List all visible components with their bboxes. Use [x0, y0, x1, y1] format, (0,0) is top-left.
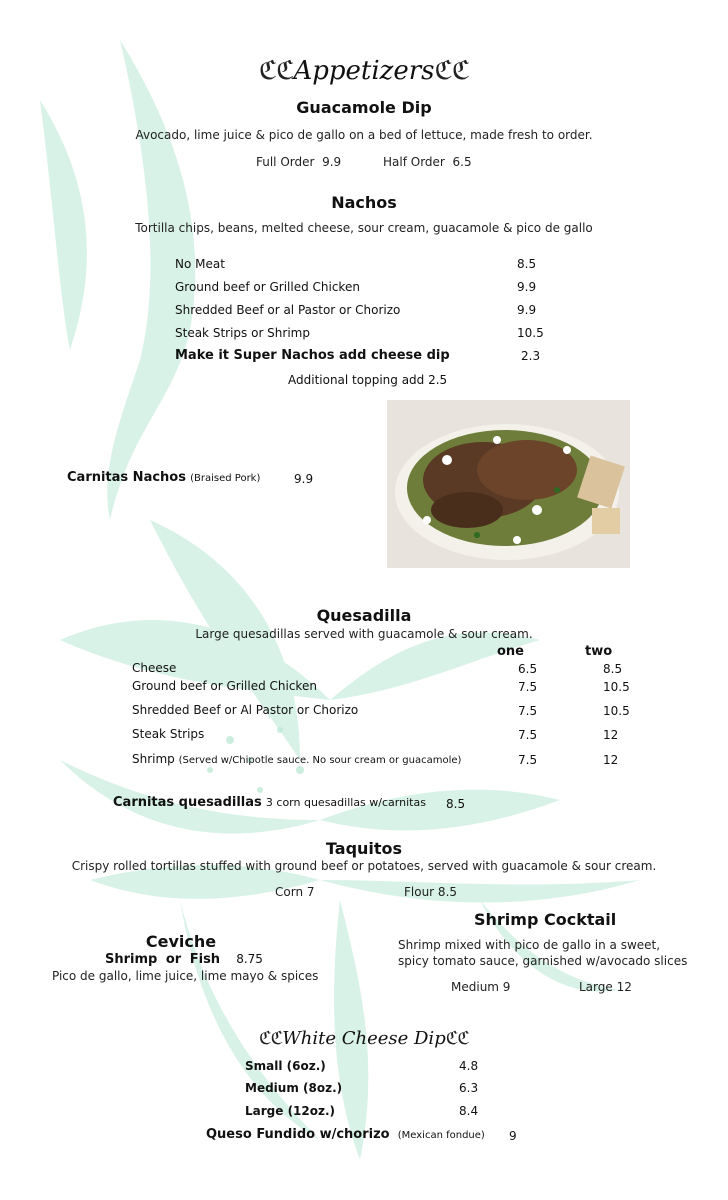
quesadilla-price-two: 12 — [603, 728, 619, 742]
carnitas-quesadillas: Carnitas quesadillas 3 corn quesadillas w/carnitas — [113, 795, 426, 810]
quesadilla-price-one: 7.5 — [518, 728, 538, 742]
nachos-title: Nachos — [331, 193, 397, 212]
quesadilla-title: Quesadilla — [316, 606, 412, 625]
nachos-item-price: 9.9 — [517, 280, 537, 294]
shrimp-cocktail-large: Large 12 — [579, 980, 632, 994]
cheese-dip-size: Medium (8oz.) — [245, 1081, 343, 1095]
quesadilla-item-name: Ground beef or Grilled Chicken — [132, 679, 317, 693]
shrimp-cocktail-desc-line1: Shrimp mixed with pico de gallo in a sweet, — [398, 938, 661, 952]
quesadilla-price-two: 10.5 — [603, 680, 630, 694]
nachos-item-name: No Meat — [175, 257, 225, 271]
quesadilla-price-one: 7.5 — [518, 704, 538, 718]
shrimp-cocktail-desc-line2: spicy tomato sauce, garnished w/avocado slices — [398, 954, 688, 968]
cheese-dip-size: Large (12oz.) — [245, 1104, 336, 1118]
nachos-additional-topping: Additional topping add 2.5 — [288, 373, 448, 387]
cheese-dip-price: 4.8 — [459, 1059, 479, 1073]
ornament-right-icon: ℭℭ — [434, 56, 470, 86]
shrimp-cocktail-title: Shrimp Cocktail — [474, 910, 617, 929]
quesadilla-item-name: Cheese — [132, 661, 177, 675]
taquitos-flour: Flour 8.5 — [404, 885, 458, 899]
nachos-item-name: Steak Strips or Shrimp — [175, 326, 310, 340]
taquitos-description: Crispy rolled tortillas stuffed with ground beef or potatoes, served with guacamole & sour cream. — [71, 859, 657, 873]
quesadilla-item-name: Steak Strips — [132, 727, 205, 741]
nachos-photo-icon — [387, 400, 630, 568]
quesadilla-price-two: 12 — [603, 753, 619, 767]
ornament-left-icon: ℭℭ — [258, 56, 294, 86]
carnitas-nachos: Carnitas Nachos (Braised Pork) — [67, 470, 261, 485]
shrimp-cocktail-medium: Medium 9 — [451, 980, 511, 994]
carnitas-nachos-photo — [387, 400, 630, 568]
carnitas-quesadillas-price: 8.5 — [446, 797, 466, 811]
guacamole-half-order: Half Order 6.5 — [383, 155, 472, 169]
queso-fundido-price: 9 — [509, 1129, 517, 1143]
quesadilla-price-one: 7.5 — [518, 680, 538, 694]
quesadilla-shrimp: Shrimp (Served w/Chipotle sauce. No sour cream or guacamole) — [132, 752, 462, 766]
nachos-item-price: 10.5 — [517, 326, 544, 340]
nachos-description: Tortilla chips, beans, melted cheese, sour cream, guacamole & pico de gallo — [135, 221, 593, 235]
nachos-item-name: Ground beef or Grilled Chicken — [175, 280, 360, 294]
ornament-right-icon: ℭℭ — [445, 1028, 470, 1049]
quesadilla-description: Large quesadillas served with guacamole & sour cream. — [195, 627, 533, 641]
quesadilla-price-one: 6.5 — [518, 662, 538, 676]
section-title-white-cheese-dip: ℭℭWhite Cheese Dipℭℭ — [258, 1028, 470, 1049]
carnitas-nachos-price: 9.9 — [294, 472, 314, 486]
section-title-appetizers — [0, 56, 728, 86]
queso-fundido: Queso Fundido w/chorizo (Mexican fondue) — [206, 1127, 485, 1142]
nachos-item-price: 9.9 — [517, 303, 537, 317]
quesadilla-price-two: 8.5 — [603, 662, 623, 676]
cheese-dip-size: Small (6oz.) — [245, 1059, 326, 1073]
quesadilla-col-two: two — [585, 644, 613, 659]
super-nachos-price: 2.3 — [521, 349, 541, 363]
nachos-item-name: Shredded Beef or al Pastor or Chorizo — [175, 303, 401, 317]
ceviche-description: Pico de gallo, lime juice, lime mayo & spices — [52, 969, 319, 983]
cheese-dip-price: 6.3 — [459, 1081, 479, 1095]
quesadilla-col-one: one — [497, 644, 525, 659]
ornament-left-icon: ℭℭ — [258, 1028, 283, 1049]
super-nachos-name: Make it Super Nachos add cheese dip — [175, 348, 450, 363]
guacamole-description: Avocado, lime juice & pico de gallo on a bed of lettuce, made fresh to order. — [135, 128, 593, 142]
quesadilla-price-one: 7.5 — [518, 753, 538, 767]
quesadilla-price-two: 10.5 — [603, 704, 630, 718]
nachos-item-price: 8.5 — [517, 257, 537, 271]
taquitos-corn: Corn 7 — [275, 885, 315, 899]
taquitos-title: Taquitos — [325, 839, 403, 858]
guacamole-full-order: Full Order 9.9 — [256, 155, 342, 169]
cheese-dip-price: 8.4 — [459, 1104, 479, 1118]
guacamole-title: Guacamole Dip — [296, 98, 432, 117]
ceviche-title: Ceviche — [145, 932, 217, 951]
quesadilla-item-name: Shredded Beef or Al Pastor or Chorizo — [132, 703, 359, 717]
appetizers-title: Appetizers — [293, 56, 435, 86]
ceviche-type: Shrimp or Fish 8.75 — [105, 952, 263, 967]
